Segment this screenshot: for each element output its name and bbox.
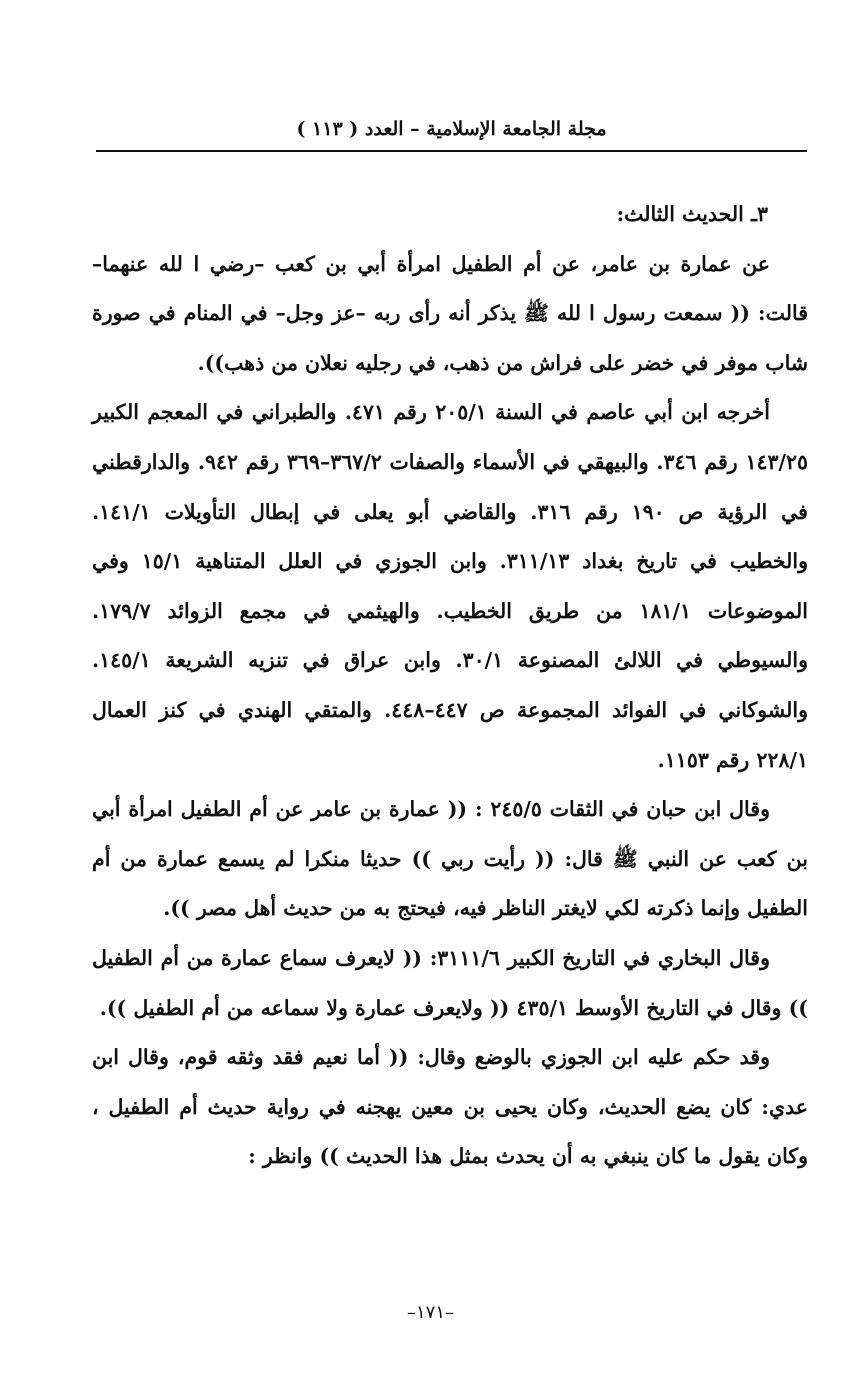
- paragraph-bukhari: وقال البخاري في التاريخ الكبير ٣١١١/٦: (( لايعرف سماع عمارة من أم الطفيل )) وقال في التاريخ الأوسط ٤٣٥/١ (( ولايعرف عمارة ولا سماعه من أم الطفيل )).: [92, 945, 808, 1020]
- paragraph-takhrij: أخرجه ابن أبي عاصم في السنة ٢٠٥/١ رقم ٤٧١. والطبراني في المعجم الكبير ١٤٣/٢٥ رقم ٣٤٦. والبيهقي في الأسماء والصفات ٣٦٧/٢–٣٦٩ رقم ٩٤٢. والدارقطني في الرؤية ص ١٩٠ رقم ٣١٦. والقاضي أبو يعلى في إبطال التأويلات ١٤١/١. والخطيب في تاريخ بغداد ٣١١/١٣. وابن الجوزي في العلل المتناهية ١٥/١ وفي الموضوعات ١٨١/١ من طريق الخطيب. والهيثمي في مجمع الزوائد ١٧٩/٧. والسيوطي في اللالئ المصنوعة ٣٠/١. وابن عراق في تنزيه الشريعة ١٤٥/١. والشوكاني في الفوائد المجموعة ص ٤٤٧–٤٤٨. والمتقي الهندي في كنز العمال ٢٢٨/١ رقم ١١٥٣.: [92, 400, 808, 772]
- journal-header: مجلة الجامعة الإسلامية – العدد ( ١١٣ ): [296, 118, 607, 140]
- paragraph-ibn-jawzi: وقد حكم عليه ابن الجوزي بالوضع وقال: (( أما نعيم فقد وثقه قوم، وقال ابن عدي: كان يضع الحديث، وكان يحيى بن معين يهجنه في رواية حديث أم الطفيل ، وكان يقول ما كان ينبغي به أن يحدث بمثل هذا الحديث )) وانظر :: [92, 1045, 808, 1169]
- body-text: [92, 190, 808, 1182]
- header-divider: [96, 150, 807, 152]
- paragraph-hadith-text: عن عمارة بن عامر، عن أم الطفيل امرأة أبي بن كعب –رضي ا لله عنهما– قالت: (( سمعت رسول ا لله ﷺ يذكر أنه رأى ربه –عز وجل– في المنام في صورة شاب موفر في خضر على فراش من ذهب، في رجليه نعلان من ذهب)).: [92, 251, 808, 375]
- section-title: ٣ـ الحديث الثالث:: [616, 202, 768, 226]
- page-number: –١٧١–: [406, 1302, 454, 1323]
- paragraph-ibn-hibban: وقال ابن حبان في الثقات ٢٤٥/٥ : (( عمارة بن عامر عن أم الطفيل امرأة أبي بن كعب عن النبي ﷺ قال: (( رأيت ربي )) حديثا منكرا لم يسمع عمارة من أم الطفيل وإنما ذكرته لكي لايغتر الناظر فيه، فيحتج به من حديث أهل مصر )).: [92, 797, 808, 921]
